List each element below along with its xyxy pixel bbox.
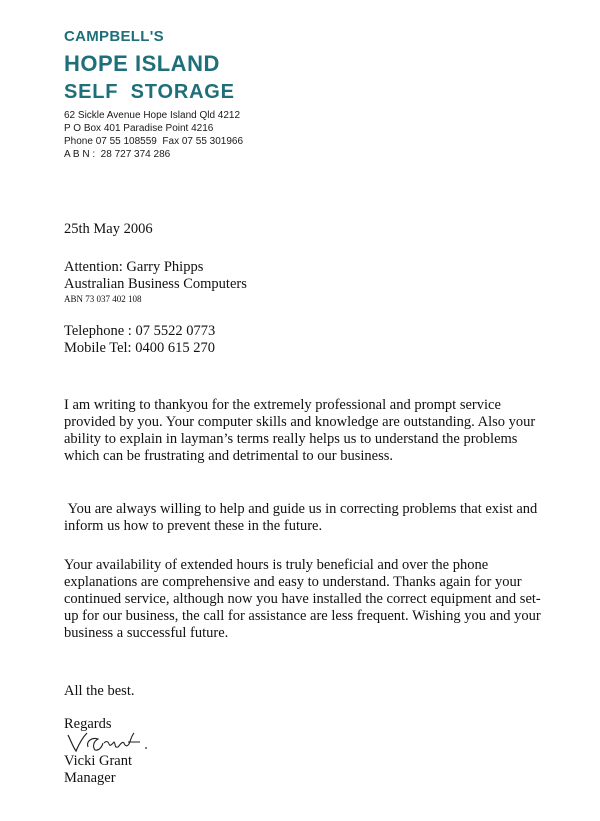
- letter-closing: All the best.: [64, 683, 135, 699]
- recipient-company: Australian Business Computers: [64, 276, 247, 292]
- address-po-box: P O Box 401 Paradise Point 4216: [64, 123, 214, 134]
- letterhead: [64, 28, 243, 161]
- letter-date: 25th May 2006: [64, 221, 153, 237]
- signer-block: [64, 753, 132, 787]
- signer-name: Vicki Grant: [64, 753, 132, 769]
- recipient-attention: Attention: Garry Phipps: [64, 259, 204, 275]
- recipient-contact: [64, 323, 215, 357]
- company-address-block: [64, 109, 243, 161]
- recipient-telephone: Telephone : 07 5522 0773: [64, 323, 216, 339]
- letter-paragraph-1: I am writing to thankyou for the extremely professional and prompt service provided by you. Your computer skills and knowledge are outstanding. Also your ability to explain in layman’s terms really helps us to understand the problems which can be frustrating and detrimental to our business.: [64, 397, 536, 464]
- company-name-line2: HOPE ISLAND: [64, 51, 220, 76]
- company-name-line3: SELF STORAGE: [64, 81, 235, 103]
- letter-regards: Regards: [64, 716, 112, 732]
- address-abn: A B N : 28 727 374 286: [64, 149, 171, 160]
- address-street: 62 Sickle Avenue Hope Island Qld 4212: [64, 110, 241, 121]
- letter-paragraph-2: You are always willing to help and guide us in correcting problems that exist and inform us how to prevent these in the future.: [64, 501, 541, 534]
- letter-paragraph-3: Your availability of extended hours is truly beneficial and over the phone explanations are comprehensive and easy to understand. Thanks again for your continued service, although now you have installed the correct equipment and set-up for our business, the call for assistance are less frequent. Wishing you and your business a successful future.: [64, 557, 541, 641]
- address-phone-fax: Phone 07 55 108559 Fax 07 55 301966: [64, 136, 244, 147]
- recipient-mobile: Mobile Tel: 0400 615 270: [64, 340, 215, 356]
- company-name-line1: CAMPBELL'S: [64, 28, 164, 45]
- signer-title: Manager: [64, 770, 116, 786]
- recipient-block: [64, 259, 247, 305]
- recipient-abn: ABN 73 037 402 108: [64, 294, 142, 304]
